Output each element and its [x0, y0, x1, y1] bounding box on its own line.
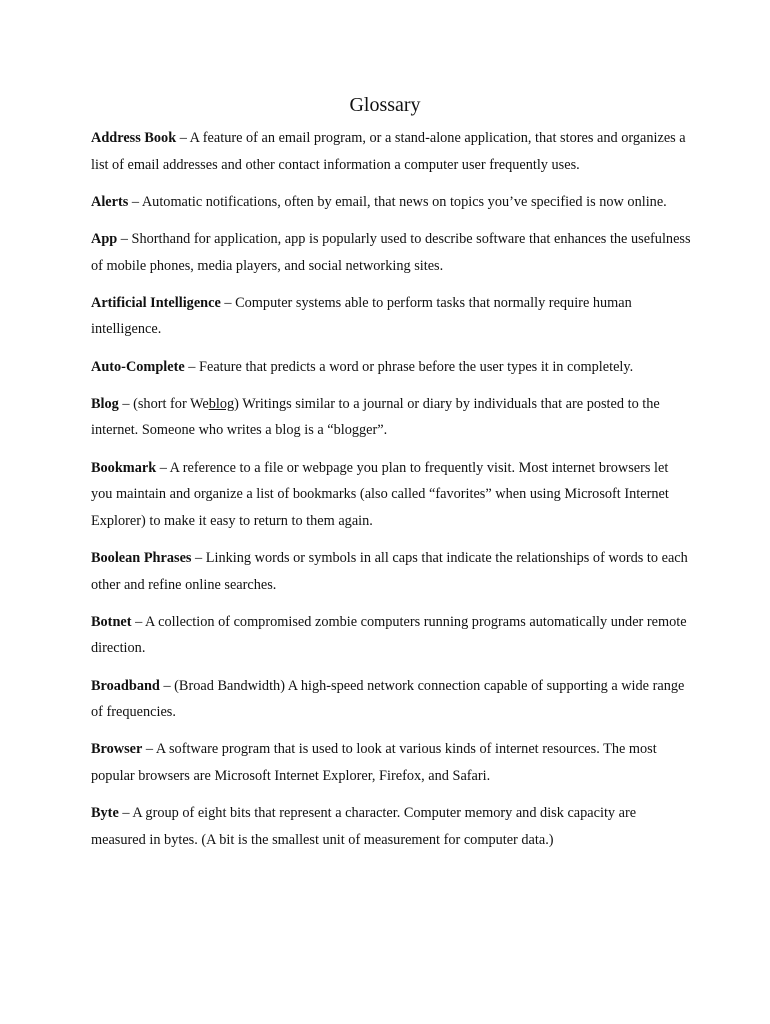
glossary-entry-botnet: [91, 609, 691, 662]
dash-separator: –: [142, 741, 156, 758]
glossary-entry-address-book: [91, 125, 691, 178]
glossary-term: Browser: [91, 741, 143, 758]
glossary-entry-auto-complete: [91, 354, 691, 381]
glossary-definition: A collection of compromised zombie computers running programs automatically under remote direction.: [91, 613, 687, 657]
glossary-definition: A reference to a file or webpage you plan to frequently visit. Most internet browsers let you maintain and organize a list of bookmarks (also called “favorites” when using Microsoft Internet Explorer) to make it easy to return to them again.: [91, 459, 669, 529]
dash-separator: –: [191, 550, 206, 567]
dash-separator: –: [117, 231, 132, 248]
glossary-term: Blog: [91, 395, 119, 412]
glossary-entry-bookmark: [91, 455, 691, 535]
glossary-definition: Linking words or symbols in all caps that indicate the relationships of words to each other and refine online searches.: [91, 550, 688, 593]
glossary-definition: Feature that predicts a word or phrase before the user types it in completely.: [199, 358, 634, 375]
glossary-entry-blog: [91, 391, 691, 444]
glossary-definition: Shorthand for application, app is popularly used to describe software that enhances the usefulness of mobile phones, media players, and social networking sites.: [91, 231, 691, 274]
glossary-entry-boolean-phrases: [91, 545, 691, 598]
glossary-definition: (Broad Bandwidth) A high-speed network connection capable of supporting a wide range of frequencies.: [91, 677, 685, 721]
glossary-definition: A software program that is used to look at various kinds of internet resources. The most popular browsers are Microsoft Internet Explorer, Firefox, and Safari.: [91, 741, 657, 784]
dash-separator: –: [118, 395, 134, 412]
glossary-term: Boolean Phrases: [91, 550, 192, 567]
glossary-definition-end: ) Writings similar to a journal or diary by individuals that are posted to the internet. Someone who writes a blog is a “blogger”.: [91, 395, 660, 439]
page-title: Glossary: [349, 94, 421, 116]
glossary-entry-app: [91, 226, 691, 279]
glossary-term: Byte: [91, 805, 119, 822]
glossary-definition: Automatic notifications, often by email, that news on topics you’ve specified is now online.: [141, 193, 667, 210]
dash-separator: –: [156, 459, 170, 476]
glossary-entry-alerts: [91, 189, 691, 216]
dash-separator: –: [184, 358, 200, 375]
glossary-term: Broadband: [91, 677, 160, 694]
glossary-term: Address Book: [91, 130, 177, 146]
glossary-entry-browser: [91, 736, 691, 789]
dash-separator: –: [220, 294, 236, 311]
dash-separator: –: [159, 677, 175, 694]
glossary-term: Artificial Intelligence: [91, 294, 221, 311]
glossary-entry-byte: [91, 800, 691, 853]
glossary-term: Auto-Complete: [91, 358, 185, 375]
underlined-text: blog: [208, 395, 235, 412]
dash-separator: –: [128, 193, 142, 210]
dash-separator: –: [118, 805, 133, 822]
glossary-definition: A feature of an email program, or a stand-alone application, that stores and organizes a list of email addresses and other contact information a computer user frequently uses.: [91, 130, 686, 173]
dash-separator: –: [176, 130, 190, 146]
glossary-entry-artificial-intelligence: [91, 290, 691, 343]
glossary-term: Alerts: [91, 193, 129, 210]
glossary-definition-start: (short for We: [133, 395, 209, 412]
glossary-definition: Computer systems able to perform tasks that normally require human intelligence.: [91, 294, 632, 338]
dash-separator: –: [131, 613, 146, 630]
glossary-list: [91, 125, 691, 864]
glossary-term: Bookmark: [91, 459, 157, 476]
glossary-entry-broadband: [91, 673, 691, 726]
glossary-term: Botnet: [91, 613, 132, 630]
glossary-term: App: [91, 231, 118, 248]
glossary-definition: A group of eight bits that represent a character. Computer memory and disk capacity are measured in bytes. (A bit is the smallest unit of measurement for computer data.): [91, 805, 637, 848]
